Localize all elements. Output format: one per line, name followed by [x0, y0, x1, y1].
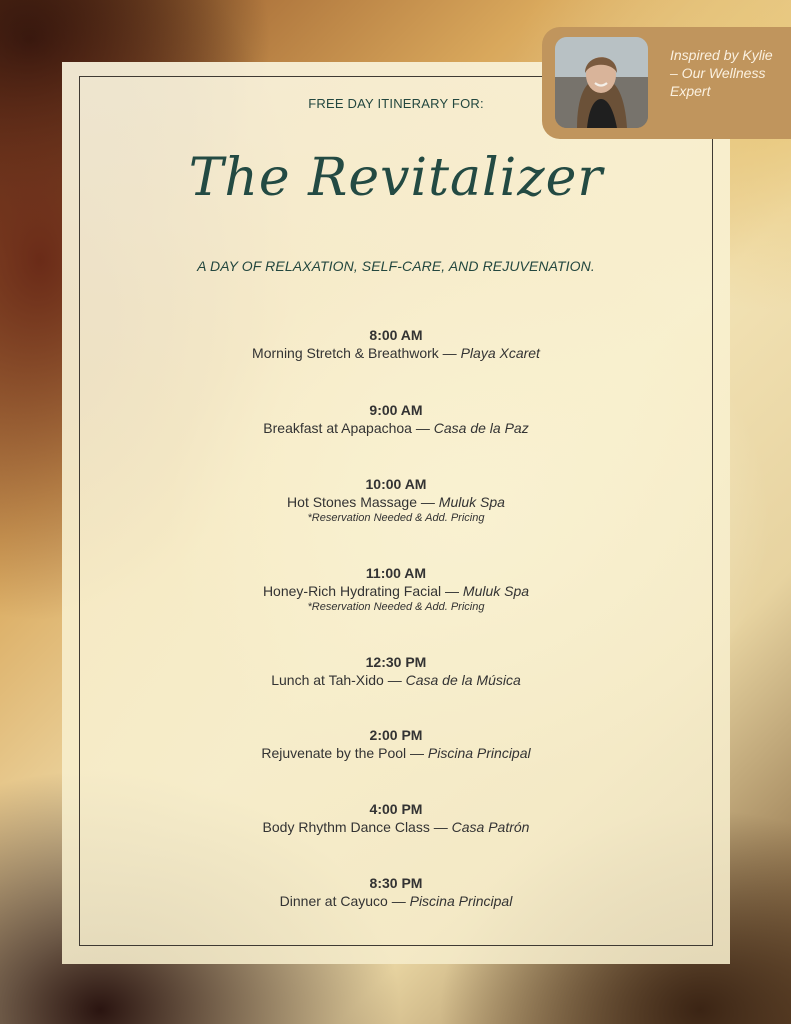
schedule-item — [79, 653, 713, 689]
itinerary-kicker: FREE DAY ITINERARY FOR: — [308, 96, 484, 111]
item-activity: Breakfast at Apapachoa — [263, 420, 412, 436]
item-activity-line — [79, 493, 713, 511]
item-venue: Casa de la Paz — [433, 420, 529, 436]
separator: — — [429, 819, 452, 835]
separator: — — [411, 420, 434, 436]
item-time: 4:00 PM — [369, 801, 423, 817]
separator: — — [406, 745, 428, 761]
schedule-item — [79, 326, 713, 362]
separator: — — [383, 672, 406, 688]
item-time: 10:00 AM — [365, 476, 427, 492]
item-activity-line — [79, 671, 713, 689]
separator: — — [387, 893, 410, 909]
item-note: *Reservation Needed & Add. Pricing — [307, 601, 485, 613]
item-activity: Body Rhythm Dance Class — [262, 819, 430, 835]
item-time: 8:30 PM — [369, 875, 423, 891]
person-photo-icon — [555, 37, 648, 128]
item-venue: Playa Xcaret — [460, 345, 540, 361]
item-venue: Muluk Spa — [438, 494, 505, 510]
schedule-item — [79, 475, 713, 526]
item-time: 2:00 PM — [369, 727, 423, 743]
schedule-item — [79, 564, 713, 615]
badge-caption: Inspired by Kylie – Our Wellness Expert — [670, 47, 773, 99]
item-time: 11:00 AM — [365, 565, 427, 581]
item-activity: Dinner at Cayuco — [279, 893, 388, 909]
item-venue: Piscina Principal — [427, 745, 531, 761]
schedule-item — [79, 874, 713, 910]
separator: — — [441, 583, 463, 599]
item-activity: Lunch at Tah-Xido — [271, 672, 384, 688]
schedule-item — [79, 800, 713, 836]
item-note: *Reservation Needed & Add. Pricing — [307, 512, 485, 524]
item-activity-line — [79, 419, 713, 437]
item-time: 9:00 AM — [369, 402, 423, 418]
item-venue: Muluk Spa — [462, 583, 530, 599]
item-activity: Honey-Rich Hydrating Facial — [262, 583, 442, 599]
page-title: The Revitalizer — [188, 148, 604, 208]
separator: — — [438, 345, 461, 361]
item-activity-line — [79, 582, 713, 600]
item-venue: Piscina Principal — [409, 893, 513, 909]
item-time: 12:30 PM — [365, 654, 427, 670]
item-venue: Casa Patrón — [451, 819, 530, 835]
item-activity-line — [79, 744, 713, 762]
item-activity-line — [79, 892, 713, 910]
page-subtitle: A DAY OF RELAXATION, SELF-CARE, AND REJUVENATION. — [197, 258, 595, 274]
item-activity: Hot Stones Massage — [287, 494, 418, 510]
item-time: 8:00 AM — [369, 327, 423, 343]
item-activity-line — [79, 818, 713, 836]
item-activity-line — [79, 344, 713, 362]
item-activity: Morning Stretch & Breathwork — [252, 345, 439, 361]
avatar — [555, 37, 648, 128]
item-venue: Casa de la Música — [405, 672, 521, 688]
item-activity: Rejuvenate by the Pool — [261, 745, 407, 761]
schedule-item — [79, 726, 713, 762]
schedule-item — [79, 401, 713, 437]
separator: — — [417, 494, 439, 510]
